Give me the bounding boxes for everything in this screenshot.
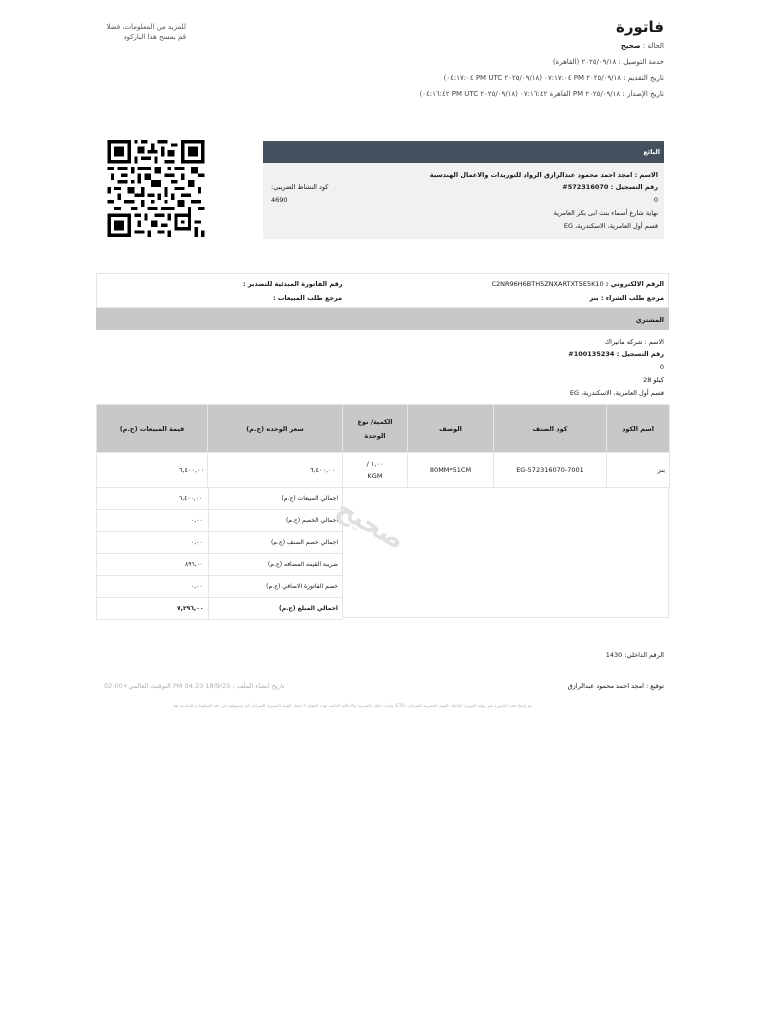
buyer-registration: رقم التسجيل : 100135234# [568, 350, 664, 358]
cell-code-name: بنز [607, 453, 670, 488]
totals-row [97, 532, 343, 554]
purchase-order-ref: مرجع طلب الشراء : بنز [589, 294, 664, 302]
buyer-heading: المشتري [96, 308, 669, 330]
qr-note-line2: قم بمسح هذا الباركود [123, 33, 186, 41]
total-discount-label: اجمالي الخصم (ج.م) [209, 510, 343, 532]
col-sales-value: قيمة المبيعات (ج.م) [97, 405, 208, 453]
vat-label: ضريبة القيمه المضافه (ج.م) [209, 554, 343, 576]
totals-row [97, 510, 343, 532]
totals-row [97, 554, 343, 576]
seller-address-line1: نهاية شارع أسماء بنت ابى بكر العامرية [553, 209, 658, 217]
qr-code-icon[interactable] [104, 140, 208, 237]
extra-discount-label: خصم الفاتورة الاضافي (ج.م) [209, 576, 343, 598]
seller-zero: 0 [653, 196, 658, 204]
qr-note [100, 22, 186, 42]
disclaimer: تم إنشاء هذه الفاتورة عبر بوابة الفوترة الفاعلة ،الهيئة المصرية للضرائب (ETA) وأجب عليك بالضريبة والأحكام الخاصة بهذه الفوائد ٢ تحمل الهيئة المصرية للضرائب أي مسؤولية عن دقة المعلومات المقدمة هنا [173, 703, 532, 708]
seller-registration: رقم التسجيل : 572316070# [562, 183, 658, 191]
electronic-number-value: C2NR96H6BTH5ZNXARTXT5E5K10 [491, 280, 604, 288]
totals-table [96, 487, 343, 620]
status-label: الحالة : [642, 42, 664, 50]
signature-time: تاريخ انشاء الملف : 18/9/25 PM 04:23 التوقيت العالمي+02:00 [104, 682, 285, 690]
extra-discount-value: ٠,٠٠ [97, 576, 209, 598]
cell-quantity-value: ١,٠٠ / [366, 460, 384, 468]
grand-total-label: اجمالي المبلغ (ج.م) [209, 598, 343, 620]
seller-activity-code-value: 4690 [271, 196, 288, 204]
cell-unit-price: ٦,٤٠٠,٠٠ [208, 453, 343, 488]
totals-row [97, 576, 343, 598]
cell-description: 80MM*51CM [408, 453, 494, 488]
delivery-line: خدمة التوصيل : ٢٠٢٥/٠٩/١٨ (القاهرة) [552, 58, 664, 66]
items-table [96, 404, 670, 488]
col-item-code: كود الصنف [494, 405, 607, 453]
seller-activity-code-label: كود النشاط الضريبي: [271, 183, 329, 191]
proforma-invoice-ref: رقم الفاتورة المبدئية للتصدير : [243, 280, 343, 288]
buyer-name: الاسم : شركه مانيراك [604, 338, 664, 346]
buyer-details [96, 330, 669, 404]
total-item-discount-value: ٠,٠٠ [97, 532, 209, 554]
seller-details [263, 163, 664, 239]
total-sales-label: اجمالي المبيعات (ج.م) [209, 488, 343, 510]
cell-item-code: EG-572316070-7001 [494, 453, 607, 488]
issue-date: تاريخ الإصدار : ٢٠٢٥/٠٩/١٨ PM القاهرة ٠٧:١٦:٤٢ (٢٠٢٥/٠٩/١٨ PM UTC ٠٤:١٦:٤٢) [419, 90, 664, 98]
total-item-discount-label: اجمالي خصم الصنف (ج.م) [209, 532, 343, 554]
grand-total-value: ٧,٢٩٦,٠٠ [97, 598, 209, 620]
col-code-name: اسم الكود [607, 405, 670, 453]
submission-date: تاريخ التقديم : ٢٠٢٥/٠٩/١٨ PM ٠٧:١٧:٠٤ (٢٠٢٥/٠٩/١٨ PM UTC ٠٤:١٧:٠٤) [443, 74, 664, 82]
status-line [621, 42, 664, 50]
seller-address-line2: قسم أول العامرية، الاسكندرية، EG [563, 222, 658, 230]
qr-note-line1: للمزيد من المعلومات، فضلا [106, 23, 186, 31]
table-row [97, 453, 670, 488]
items-table-header [97, 405, 670, 453]
invoice-title: فاتورة [616, 18, 664, 36]
electronic-number [491, 280, 664, 288]
total-discount-value: ٠,٠٠ [97, 510, 209, 532]
buyer-address-line2: قسم أول العامرية، الاسكندرية، EG [569, 389, 664, 397]
totals-row [97, 488, 343, 510]
seller-heading: البائع [263, 141, 664, 163]
cell-unit-type: KGM [367, 472, 383, 480]
totals-row [97, 598, 343, 620]
invoice-info [96, 273, 669, 308]
cell-quantity [343, 453, 408, 488]
sales-order-ref: مرجع طلب المبيعات : [273, 294, 343, 302]
buyer-zero: 0 [659, 363, 664, 371]
internal-number: الرقم الداخلي: 1430 [605, 651, 664, 659]
seller-name: الاسم : امجد احمد محمود عبدالرازق الرواد للتوريدات والاعمال الهندسية [429, 171, 658, 179]
buyer-address-line1: كيلو 28 [643, 376, 664, 384]
vat-value: ٨٩٦,٠٠ [97, 554, 209, 576]
valid-stamp: صحيح [331, 493, 410, 557]
col-description: الوصف [408, 405, 494, 453]
electronic-number-label: الرقم الالكتروني : [605, 280, 664, 288]
col-unit-price: سعر الوحده (ج.م) [208, 405, 343, 453]
signature: توقيع : امجد احمد محمود عبدالرازق [567, 682, 664, 690]
total-sales-value: ٦,٤٠٠,٠٠ [97, 488, 209, 510]
cell-sales-value: ٦,٤٠٠,٠٠ [97, 453, 208, 488]
col-quantity: الكمية/ نوع الوحدة [343, 405, 408, 453]
status-value: صحيح [620, 42, 641, 50]
